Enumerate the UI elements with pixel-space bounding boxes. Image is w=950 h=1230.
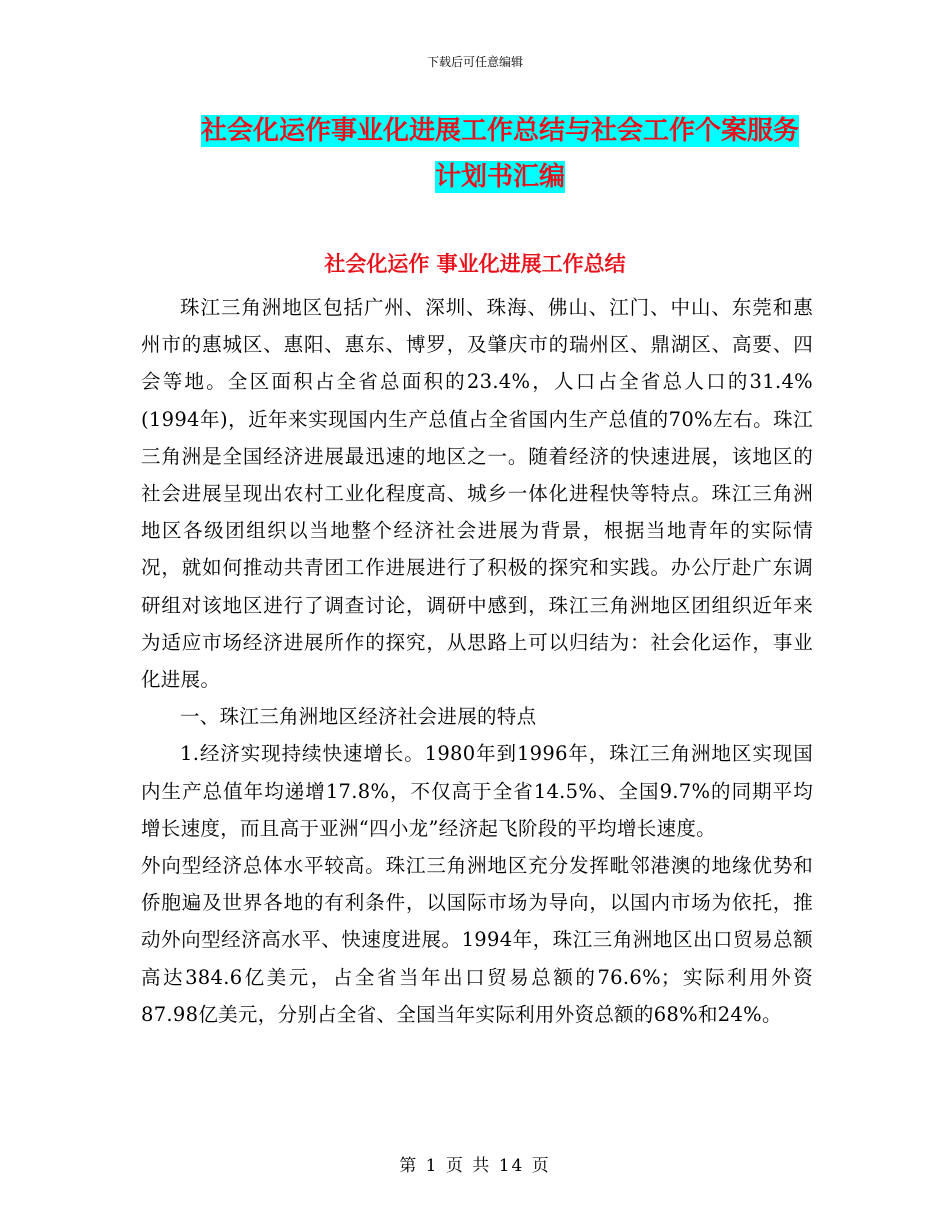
page-number: 第 1 页 共 14 页 <box>399 1156 551 1176</box>
section-title: 社会化运作 事业化进展工作总结 <box>324 252 626 276</box>
document-title <box>150 108 850 200</box>
paragraph-intro: 珠江三角洲地区包括广州、深圳、珠海、佛山、江门、中山、东莞和惠州市的惠城区、惠阳、惠东、博罗，及肇庆市的瑞州区、鼎湖区、高要、四会等地。全区面积占全省总面积的23.4%，人口占全省总人口的31.4%(1994年)，近年来实现国内生产总值占全省国内生产总值的70%左右。珠江三角洲是全国经济进展最迅速的地区之一。随着经济的快速进展，该地区的社会进展呈现出农村工业化程度高、城乡一体化进程快等特点。珠江三角洲地区各级团组织以当地整个经济社会进展为背景，根据当地青年的实际情况，就如何推动共青团工作进展进行了积极的探究和实践。办公厅赴广东调研组对该地区进行了调查讨论，调研中感到，珠江三角洲地区团组织近年来为适应市场经济进展所作的探究，从思路上可以归结为：社会化运作，事业化进展。 <box>141 296 813 692</box>
paragraph-point-1: 1.经济实现持续快速增长。1980年到1996年，珠江三角洲地区实现国内生产总值年均递增17.8%，不仅高于全省14.5%、全国9.7%的同期平均增长速度，而且高于亚洲“四小龙”经济起飞阶段的平均增长速度。 <box>141 742 813 840</box>
title-line-1: 社会化运作事业化进展工作总结与社会工作个案服务 <box>200 116 799 146</box>
title-line-2: 计划书汇编 <box>434 162 565 192</box>
body-text <box>141 289 813 1033</box>
paragraph-heading-1: 一、珠江三角洲地区经济社会进展的特点 <box>180 705 537 729</box>
header-note: 下载后可任意编辑 <box>426 55 523 69</box>
paragraph-export: 外向型经济总体水平较高。珠江三角洲地区充分发挥毗邻港澳的地缘优势和侨胞遍及世界各地的有利条件，以国际市场为导向，以国内市场为依托，推动外向型经济高水平、快速度进展。1994年，珠江三角洲地区出口贸易总额高达384.6亿美元，占全省当年出口贸易总额的76.6%；实际利用外资87.98亿美元，分别占全省、全国当年实际利用外资总额的68%和24%。 <box>141 854 813 1026</box>
